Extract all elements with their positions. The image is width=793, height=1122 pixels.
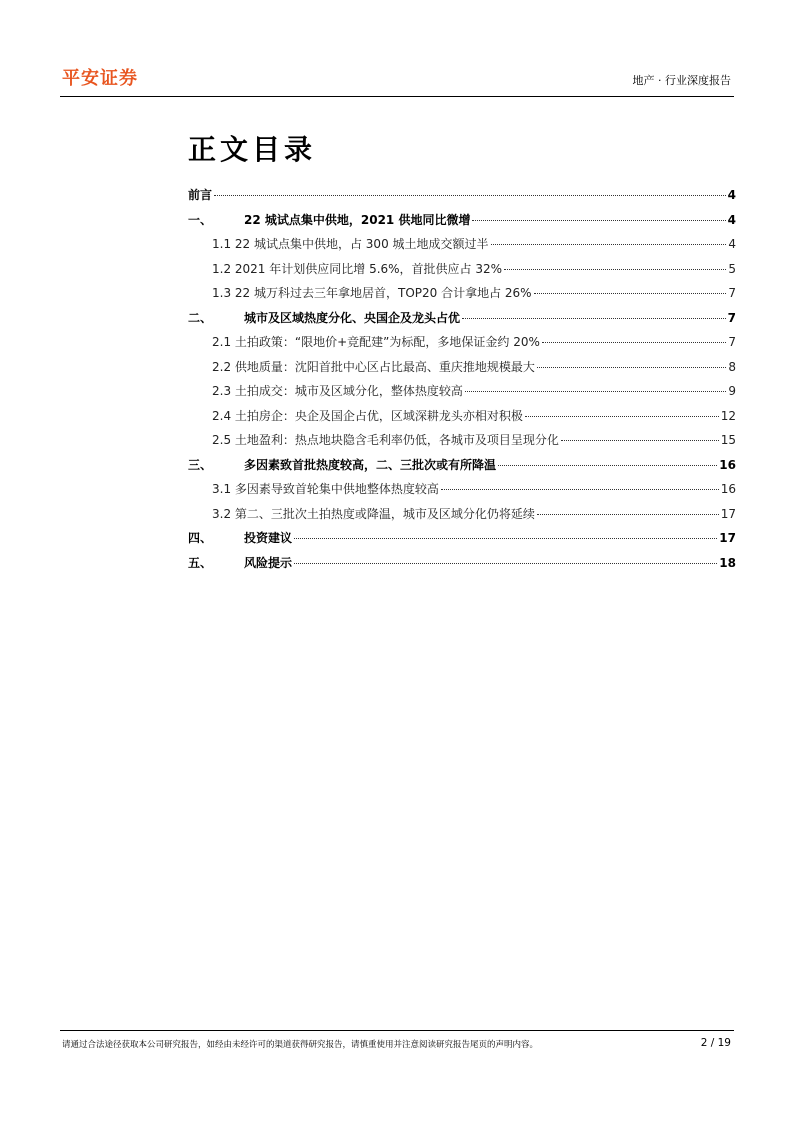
toc-entry[interactable] xyxy=(188,480,736,505)
toc-dot-leader xyxy=(294,538,717,539)
toc-entry[interactable] xyxy=(188,309,736,334)
toc-entry[interactable] xyxy=(188,211,736,236)
report-category: 地产 · 行业深度报告 xyxy=(632,74,731,87)
toc-entry-page: 8 xyxy=(728,359,736,374)
toc-title: 正文目录 xyxy=(188,133,317,166)
toc-entry-title: 多因素致首批热度较高，二、三批次或有所降温 xyxy=(244,457,497,472)
toc-entry[interactable] xyxy=(188,456,736,481)
toc-entry-page: 7 xyxy=(728,286,736,300)
toc-entry-page: 16 xyxy=(720,482,736,496)
toc-dot-leader xyxy=(537,367,726,368)
toc-entry-page: 7 xyxy=(728,335,736,349)
toc-entry-title: 城市及区域热度分化、央国企及龙头占优 xyxy=(244,310,461,325)
company-logo: 平安证券 xyxy=(62,68,138,89)
toc-entry-page: 18 xyxy=(719,555,736,570)
toc-entry-page: 4 xyxy=(727,188,736,202)
footer-disclaimer: 请通过合法途径获取本公司研究报告，如经由未经许可的渠道获得研究报告，请慎重使用并注意阅读研究报告尾页的声明内容。 xyxy=(62,1040,539,1050)
toc-entry-number: 一、 xyxy=(188,212,213,227)
toc-entry-title: 22 城试点集中供地，2021 供地同比微增 xyxy=(244,212,471,227)
toc-entry[interactable] xyxy=(188,431,736,456)
toc-entry-page: 4 xyxy=(728,237,736,251)
toc-dot-leader xyxy=(465,391,726,392)
header-divider xyxy=(60,96,734,97)
toc-entry-title: 风险提示 xyxy=(244,555,293,570)
toc-entry-title: 3.2 第二、三批次土拍热度或降温，城市及区域分化仍将延续 xyxy=(212,506,535,521)
toc-entry-page: 12 xyxy=(720,408,736,423)
toc-entry[interactable] xyxy=(188,529,736,554)
toc-entry-page: 9 xyxy=(728,384,736,398)
toc-entry-number: 四、 xyxy=(188,531,213,545)
toc-entry-title: 投资建议 xyxy=(244,531,293,545)
toc-entry-number: 五、 xyxy=(188,555,213,570)
toc-entry-title: 2.4 土拍房企：央企及国企占优，区域深耕龙头亦相对积极 xyxy=(212,408,523,423)
toc-dot-leader xyxy=(561,440,719,441)
toc-entry-page: 4 xyxy=(727,212,736,227)
toc-entry-number: 二、 xyxy=(188,310,213,325)
toc-entry[interactable] xyxy=(188,505,736,530)
toc-entry-page: 17 xyxy=(719,531,736,545)
toc-entry-title: 2.1 土拍政策：“限地价+竞配建”为标配，多地保证金约 20% xyxy=(212,335,540,349)
toc-dot-leader xyxy=(472,220,725,221)
toc-dot-leader xyxy=(504,269,726,270)
toc-entry-title: 2.2 供地质量：沈阳首批中心区占比最高、重庆推地规模最大 xyxy=(212,359,535,374)
toc-entry[interactable] xyxy=(188,333,736,358)
toc-dot-leader xyxy=(498,465,717,466)
toc-entry-page: 15 xyxy=(720,433,736,447)
toc-entry-title: 1.2 2021 年计划供应同比增 5.6%，首批供应占 32% xyxy=(212,261,503,276)
toc-dot-leader xyxy=(214,195,726,196)
toc-dot-leader xyxy=(542,342,726,343)
toc-dot-leader xyxy=(534,293,727,294)
toc-entry[interactable] xyxy=(188,235,736,260)
toc-entry[interactable] xyxy=(188,186,736,211)
page-number: 2 / 19 xyxy=(700,1037,731,1049)
toc-entry[interactable] xyxy=(188,382,736,407)
table-of-contents xyxy=(188,186,736,578)
toc-entry[interactable] xyxy=(188,358,736,383)
toc-entry-title: 前言 xyxy=(188,188,213,202)
toc-entry-number: 三、 xyxy=(188,457,213,472)
toc-dot-leader xyxy=(441,489,719,490)
toc-dot-leader xyxy=(462,318,726,319)
footer-divider xyxy=(60,1030,734,1031)
toc-entry-page: 16 xyxy=(719,457,736,472)
toc-entry-title: 2.3 土拍成交：城市及区域分化，整体热度较高 xyxy=(212,384,463,398)
toc-entry-page: 7 xyxy=(727,310,736,325)
toc-entry[interactable] xyxy=(188,260,736,285)
toc-dot-leader xyxy=(525,416,719,417)
toc-entry-page: 5 xyxy=(728,261,736,276)
toc-dot-leader xyxy=(491,244,727,245)
toc-dot-leader xyxy=(294,563,717,564)
toc-entry[interactable] xyxy=(188,284,736,309)
toc-entry-page: 17 xyxy=(720,506,736,521)
toc-entry-title: 1.3 22 城万科过去三年拿地居首，TOP20 合计拿地占 26% xyxy=(212,286,532,300)
toc-entry-title: 1.1 22 城试点集中供地，占 300 城土地成交额过半 xyxy=(212,237,489,251)
toc-entry[interactable] xyxy=(188,554,736,579)
toc-dot-leader xyxy=(537,514,719,515)
toc-entry-title: 3.1 多因素导致首轮集中供地整体热度较高 xyxy=(212,482,439,496)
toc-entry-title: 2.5 土地盈利：热点地块隐含毛利率仍低，各城市及项目呈现分化 xyxy=(212,433,559,447)
toc-entry[interactable] xyxy=(188,407,736,432)
